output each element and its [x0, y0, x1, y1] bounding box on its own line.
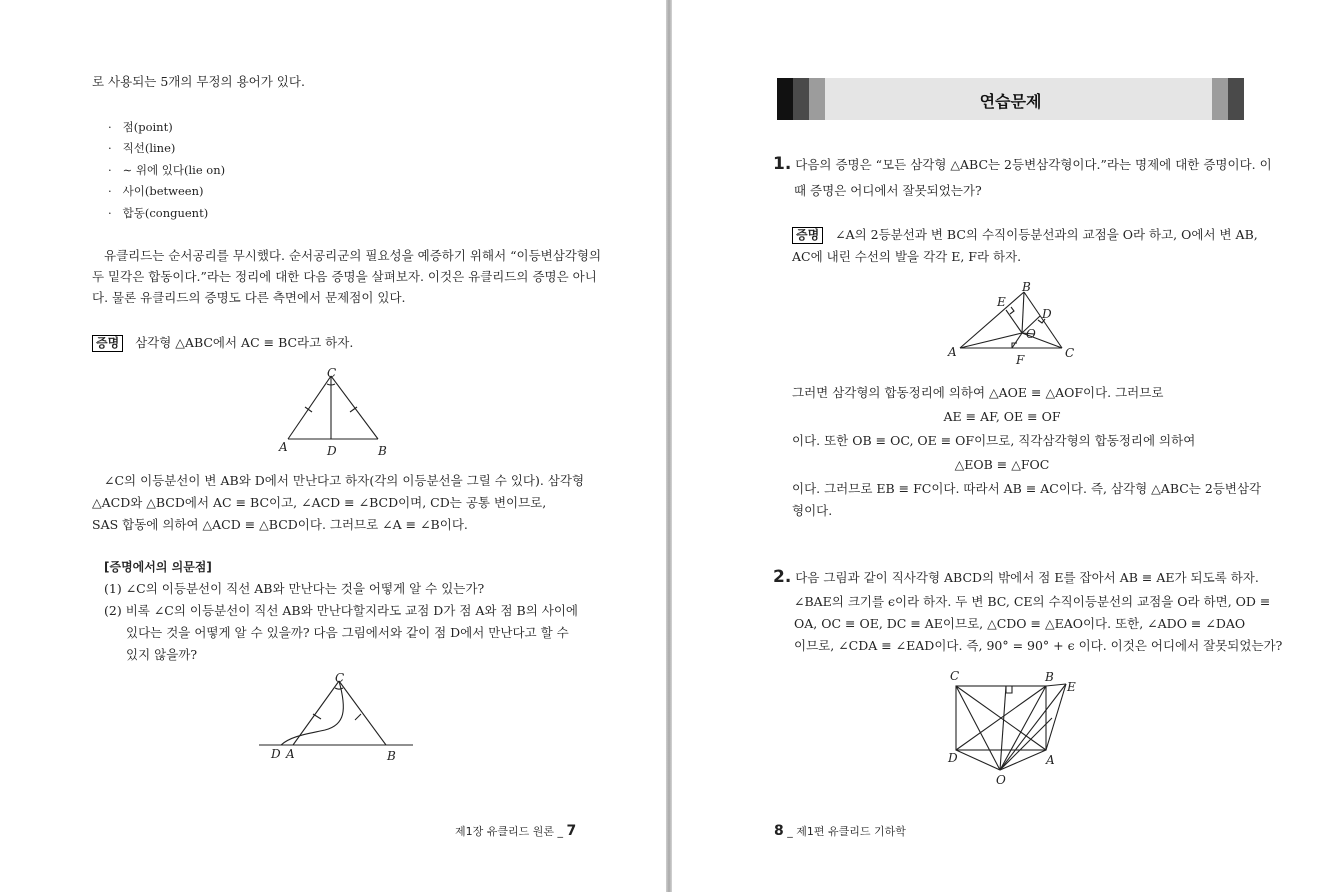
- page-number: 7: [566, 823, 577, 839]
- bisector-triangle-figure: [942, 278, 1087, 370]
- vertex-label-b: B: [387, 749, 396, 763]
- proof-label: 증명: [792, 227, 823, 244]
- point-label-o: O: [1026, 327, 1036, 341]
- proof-line: 이다. 또한 OB ≡ OC, OE ≡ OF이므로, 직각삼각형의 합동정리에 의하여: [792, 433, 1196, 448]
- paragraph-line: SAS 합동에 의하여 △ACD ≡ △BCD이다. 그러므로 ∠A ≡ ∠B이다.: [92, 517, 468, 532]
- paragraph-line: ∠C의 이등분선이 변 AB와 D에서 만난다고 하자(각의 이등분선을 그릴 수 있다). 삼각형: [104, 473, 585, 488]
- left-page: [0, 0, 666, 892]
- problem-2-line: 이므로, ∠CDA ≡ ∠EAD이다. 즉, 90° = 90° + ϵ 이다. 이것은 어디에서 잘못되었는가?: [794, 638, 1283, 653]
- triangle-lines: [259, 681, 413, 745]
- proof-statement: [92, 334, 353, 352]
- question-line: 있지 않을까?: [126, 647, 198, 662]
- vertex-label-c: C: [950, 669, 960, 683]
- proof-line: 그러면 삼각형의 합동정리에 의하여 △AOE ≡ △AOF이다. 그러므로: [792, 385, 1164, 400]
- counterexample-triangle-figure: [255, 670, 420, 765]
- vertex-label-c: C: [327, 366, 337, 380]
- intro-line: 로 사용되는 5개의 무정의 용어가 있다.: [92, 74, 305, 89]
- right-page: [672, 0, 1339, 892]
- triangle-lines: [288, 376, 378, 439]
- problem-2-line: 2. 다음 그림과 같이 직사각형 ABCD의 밖에서 점 E를 잡아서 AB ≡ AE가 되도록 하자.: [773, 567, 1259, 587]
- problem-number: 2.: [773, 567, 792, 587]
- problem-2-line: OA, OC ≡ OE, DC ≡ AE이므로, △CDO ≡ △EAO이다. 또한, ∠ADO ≡ ∠DAO: [794, 616, 1246, 631]
- question-item: (2) 비록 ∠C의 이등분선이 직선 AB와 만난다할지라도 교점 D가 점 A와 점 B의 사이에: [104, 603, 578, 618]
- vertex-label-b: B: [378, 444, 387, 458]
- vertex-label-b: B: [1045, 670, 1054, 684]
- proof-line: 이다. 그러므로 EB ≡ FC이다. 따라서 AB ≡ AC이다. 즉, 삼각형 △ABC는 2등변삼각: [792, 481, 1262, 496]
- paragraph-line: 두 밑각은 합동이다.”라는 정리에 대한 다음 증명을 살펴보자. 이것은 유클리드의 증명은 아니: [92, 269, 597, 284]
- proof-line: AC에 내린 수선의 발을 각각 E, F라 하자.: [792, 249, 1022, 264]
- proof-label: 증명: [92, 335, 123, 352]
- exercise-banner: [777, 78, 1244, 120]
- vertex-label-a: A: [1046, 753, 1055, 767]
- proof-text: 삼각형 △ABC에서 AC ≡ BC라고 하자.: [135, 335, 354, 350]
- problem-number: 1.: [773, 154, 792, 174]
- point-label-d: D: [327, 444, 337, 458]
- vertex-label-c: C: [1065, 346, 1075, 360]
- isosceles-triangle-figure: [270, 366, 400, 458]
- problem-2-line: ∠BAE의 크기를 ϵ이라 하자. 두 변 BC, CE의 수직이등분선의 교점을 O라 하면, OD ≡: [794, 594, 1271, 609]
- point-label-e: E: [1067, 680, 1076, 694]
- footer-part: _ 제1편 유클리드 기하학: [783, 825, 906, 838]
- page-footer-right: [774, 823, 906, 839]
- vertex-label-a: A: [286, 747, 295, 761]
- vertex-label-b: B: [1022, 280, 1031, 294]
- page-footer-left: [455, 823, 576, 839]
- problem-1-line: 1. 다음의 증명은 “모든 삼각형 △ABC는 2등변삼각형이다.”라는 명제에 대한 증명이다. 이: [773, 154, 1272, 174]
- question-heading: [증명에서의 의문점]: [104, 560, 212, 574]
- rectangle-construction-figure: [940, 666, 1090, 788]
- paragraph-line: 다. 물론 유클리드의 증명도 다른 측면에서 문제점이 있다.: [92, 290, 406, 305]
- point-label-o: O: [996, 773, 1006, 787]
- vertex-label-d: D: [948, 751, 958, 765]
- display-equation: AE ≡ AF, OE ≡ OF: [943, 409, 1061, 424]
- list-item: · 합동(conguent): [108, 206, 209, 220]
- footer-chapter: 제1장 유클리드 원론 _: [455, 825, 567, 838]
- banner-title: 연습문제: [979, 92, 1042, 111]
- list-item: · 직선(line): [108, 141, 176, 155]
- proof-statement: 증명 ∠A의 2등분선과 변 BC의 수직이등분선과의 교점을 O라 하고, O에서 변 AB,: [792, 226, 1258, 244]
- point-label-d: D: [1042, 307, 1052, 321]
- point-label-d: D: [271, 747, 281, 761]
- vertex-label-a: A: [279, 440, 288, 454]
- point-label-e: E: [997, 295, 1006, 309]
- vertex-label-a: A: [948, 345, 957, 359]
- proof-line: 형이다.: [792, 503, 833, 518]
- point-label-f: F: [1016, 353, 1025, 367]
- list-item: · 점(point): [108, 120, 173, 134]
- list-item: · ∼ 위에 있다(lie on): [108, 163, 226, 177]
- question-line: 있다는 것을 어떻게 알 수 있을까? 다음 그림에서와 같이 점 D에서 만난다고 할 수: [126, 625, 569, 640]
- list-item: · 사이(between): [108, 184, 204, 198]
- problem-1-line: 때 증명은 어디에서 잘못되었는가?: [794, 183, 982, 198]
- paragraph-line: 유클리드는 순서공리를 무시했다. 순서공리군의 필요성을 예증하기 위해서 “이등변삼각형의: [104, 248, 602, 263]
- vertex-label-c: C: [335, 671, 345, 685]
- display-equation: △EOB ≡ △FOC: [954, 457, 1050, 472]
- paragraph-line: △ACD와 △BCD에서 AC ≡ BC이고, ∠ACD ≡ ∠BCD이며, CD는 공통 변이므로,: [92, 495, 547, 510]
- question-item: (1) ∠C의 이등분선이 직선 AB와 만난다는 것을 어떻게 알 수 있는가?: [104, 581, 485, 596]
- page-number: 8: [774, 823, 784, 839]
